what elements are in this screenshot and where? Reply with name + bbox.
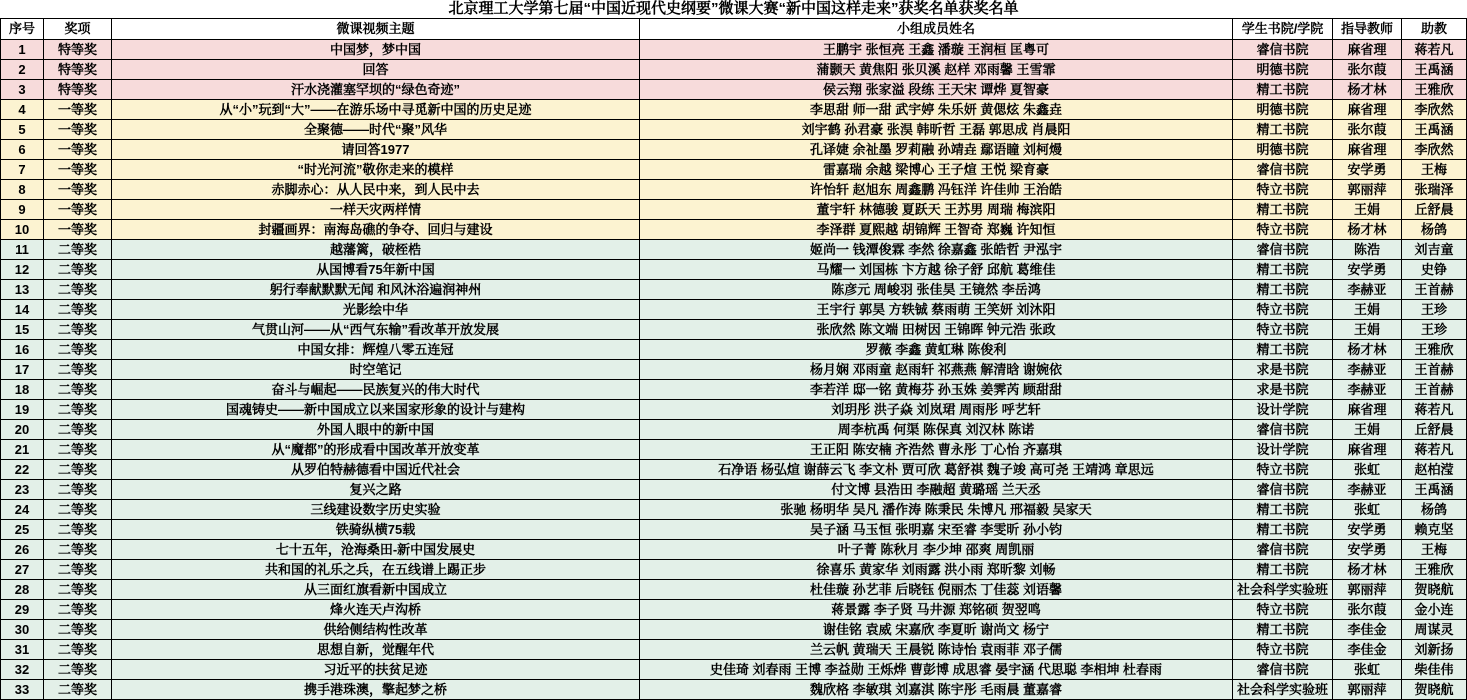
cell-no[interactable]: 21 — [0, 440, 44, 460]
cell-no[interactable]: 8 — [0, 180, 44, 200]
cell-members[interactable]: 陈彦元 周峻羽 张佳昊 王镜然 李岳鸿 — [640, 280, 1233, 300]
cell-teacher[interactable]: 李赫亚 — [1333, 280, 1402, 300]
table-row — [0, 180, 1467, 200]
cell-topic[interactable]: 赤脚赤心：从人民中来，到人民中去 — [112, 180, 640, 200]
cell-topic[interactable]: 铁骑纵横75载 — [112, 520, 640, 540]
cell-members[interactable]: 孔译婕 余祉墨 罗莉融 孙靖垚 鄢语瞳 刘柯熳 — [640, 140, 1233, 160]
cell-college[interactable]: 求是书院 — [1233, 360, 1333, 380]
cell-no[interactable]: 17 — [0, 360, 44, 380]
cell-ta[interactable]: 赵柏滢 — [1402, 460, 1467, 480]
cell-topic[interactable]: 中国女排：辉煌八零五连冠 — [112, 340, 640, 360]
cell-college[interactable]: 精工书院 — [1233, 80, 1333, 100]
cell-members[interactable]: 王宇行 郭昊 方轶铖 蔡雨萌 王笑妍 刘沐阳 — [640, 300, 1233, 320]
table-body — [0, 40, 1467, 700]
cell-award[interactable]: 二等奖 — [44, 420, 112, 440]
cell-teacher[interactable]: 王娟 — [1333, 320, 1402, 340]
table-row — [0, 160, 1467, 180]
table-row — [0, 220, 1467, 240]
column-header-college[interactable]: 学生书院/学院 — [1233, 18, 1333, 40]
cell-topic[interactable]: 奋斗与崛起——民族复兴的伟大时代 — [112, 380, 640, 400]
cell-ta[interactable]: 王首赫 — [1402, 380, 1467, 400]
cell-members[interactable]: 马耀一 刘国栋 卞方越 徐子舒 邱航 葛维佳 — [640, 260, 1233, 280]
cell-award[interactable]: 二等奖 — [44, 260, 112, 280]
table-row — [0, 340, 1467, 360]
table-row — [0, 380, 1467, 400]
cell-ta[interactable]: 王雅欣 — [1402, 80, 1467, 100]
cell-teacher[interactable]: 王娟 — [1333, 300, 1402, 320]
cell-topic[interactable]: “时光河流”敬你走来的模样 — [112, 160, 640, 180]
cell-college[interactable]: 特立书院 — [1233, 600, 1333, 620]
header-row — [0, 18, 1467, 40]
cell-ta[interactable]: 王禹涵 — [1402, 60, 1467, 80]
cell-topic[interactable]: 请回答1977 — [112, 140, 640, 160]
cell-members[interactable]: 叶子菁 陈秋月 李少坤 邵爽 周凯丽 — [640, 540, 1233, 560]
cell-no[interactable]: 16 — [0, 340, 44, 360]
cell-teacher[interactable]: 安学勇 — [1333, 160, 1402, 180]
cell-members[interactable]: 罗薇 李鑫 黄虹琳 陈俊利 — [640, 340, 1233, 360]
cell-topic[interactable]: 回答 — [112, 60, 640, 80]
cell-college[interactable]: 精工书院 — [1233, 340, 1333, 360]
cell-award[interactable]: 二等奖 — [44, 400, 112, 420]
cell-no[interactable]: 9 — [0, 200, 44, 220]
cell-ta[interactable]: 王雅欣 — [1402, 340, 1467, 360]
cell-college[interactable]: 精工书院 — [1233, 200, 1333, 220]
table-row — [0, 400, 1467, 420]
cell-ta[interactable]: 王首赫 — [1402, 280, 1467, 300]
cell-teacher[interactable]: 张尔葭 — [1333, 60, 1402, 80]
cell-teacher[interactable]: 麻省理 — [1333, 100, 1402, 120]
cell-ta[interactable]: 王首赫 — [1402, 360, 1467, 380]
cell-members[interactable]: 张欣然 陈文端 田树因 王锦晖 钟元浩 张政 — [640, 320, 1233, 340]
cell-no[interactable]: 4 — [0, 100, 44, 120]
cell-award[interactable]: 二等奖 — [44, 620, 112, 640]
cell-award[interactable]: 一等奖 — [44, 100, 112, 120]
cell-college[interactable]: 设计学院 — [1233, 440, 1333, 460]
cell-no[interactable]: 3 — [0, 80, 44, 100]
cell-teacher[interactable]: 杨才林 — [1333, 560, 1402, 580]
cell-members[interactable]: 史佳琦 刘春雨 王博 李益勋 王烁烨 曹彭博 成思睿 晏宇涵 代思聪 李相坤 杜春雨 — [640, 660, 1233, 680]
cell-college[interactable]: 睿信书院 — [1233, 420, 1333, 440]
cell-award[interactable]: 一等奖 — [44, 200, 112, 220]
table-row — [0, 200, 1467, 220]
cell-no[interactable]: 28 — [0, 580, 44, 600]
cell-award[interactable]: 一等奖 — [44, 160, 112, 180]
page-title: 北京理工大学第七届“中国近现代史纲要”微课大赛“新中国这样走来”获奖名单获奖名单 — [448, 0, 1019, 17]
cell-college[interactable]: 特立书院 — [1233, 300, 1333, 320]
column-header-award[interactable]: 奖项 — [44, 18, 112, 40]
cell-award[interactable]: 二等奖 — [44, 460, 112, 480]
table-row — [0, 620, 1467, 640]
cell-award[interactable]: 特等奖 — [44, 40, 112, 60]
cell-teacher[interactable]: 王娟 — [1333, 420, 1402, 440]
cell-ta[interactable]: 金小连 — [1402, 600, 1467, 620]
cell-teacher[interactable]: 张虹 — [1333, 460, 1402, 480]
cell-college[interactable]: 明德书院 — [1233, 60, 1333, 80]
cell-college[interactable]: 睿信书院 — [1233, 240, 1333, 260]
cell-award[interactable]: 二等奖 — [44, 380, 112, 400]
cell-teacher[interactable]: 安学勇 — [1333, 540, 1402, 560]
cell-no[interactable]: 29 — [0, 600, 44, 620]
cell-ta[interactable]: 王梅 — [1402, 160, 1467, 180]
cell-teacher[interactable]: 郭丽萍 — [1333, 580, 1402, 600]
table-row — [0, 520, 1467, 540]
cell-members[interactable]: 刘玥彤 洪子焱 刘岚珺 周雨彤 呼艺轩 — [640, 400, 1233, 420]
cell-no[interactable]: 12 — [0, 260, 44, 280]
cell-ta[interactable]: 王珍 — [1402, 320, 1467, 340]
cell-no[interactable]: 5 — [0, 120, 44, 140]
cell-teacher[interactable]: 杨才林 — [1333, 80, 1402, 100]
cell-topic[interactable]: 从“魔都”的形成看中国改革开放变革 — [112, 440, 640, 460]
cell-award[interactable]: 二等奖 — [44, 580, 112, 600]
cell-teacher[interactable]: 麻省理 — [1333, 440, 1402, 460]
table-row — [0, 100, 1467, 120]
cell-award[interactable]: 二等奖 — [44, 320, 112, 340]
table-row — [0, 60, 1467, 80]
cell-award[interactable]: 一等奖 — [44, 140, 112, 160]
cell-no[interactable]: 31 — [0, 640, 44, 660]
cell-teacher[interactable]: 麻省理 — [1333, 40, 1402, 60]
cell-ta[interactable]: 王禹涵 — [1402, 120, 1467, 140]
cell-ta[interactable]: 柴佳伟 — [1402, 660, 1467, 680]
column-header-members[interactable]: 小组成员姓名 — [640, 18, 1233, 40]
cell-no[interactable]: 27 — [0, 560, 44, 580]
table-row — [0, 80, 1467, 100]
cell-college[interactable]: 社会科学实验班 — [1233, 680, 1333, 700]
cell-no[interactable]: 19 — [0, 400, 44, 420]
cell-ta[interactable]: 张瑞泽 — [1402, 180, 1467, 200]
cell-members[interactable]: 吴子涵 马玉恒 张明嘉 宋至睿 李雯昕 孙小钧 — [640, 520, 1233, 540]
cell-topic[interactable]: 供给侧结构性改革 — [112, 620, 640, 640]
cell-ta[interactable]: 周谋灵 — [1402, 620, 1467, 640]
cell-topic[interactable]: 共和国的礼乐之兵，在五线谱上踢正步 — [112, 560, 640, 580]
cell-college[interactable]: 明德书院 — [1233, 140, 1333, 160]
table-row — [0, 660, 1467, 680]
cell-no[interactable]: 22 — [0, 460, 44, 480]
cell-college[interactable]: 睿信书院 — [1233, 660, 1333, 680]
cell-college[interactable]: 特立书院 — [1233, 640, 1333, 660]
cell-award[interactable]: 一等奖 — [44, 220, 112, 240]
cell-ta[interactable]: 李欣然 — [1402, 140, 1467, 160]
cell-award[interactable]: 二等奖 — [44, 360, 112, 380]
cell-no[interactable]: 33 — [0, 680, 44, 700]
cell-no[interactable]: 20 — [0, 420, 44, 440]
cell-college[interactable]: 特立书院 — [1233, 180, 1333, 200]
cell-award[interactable]: 二等奖 — [44, 660, 112, 680]
cell-ta[interactable]: 刘吉童 — [1402, 240, 1467, 260]
cell-topic[interactable]: 复兴之路 — [112, 480, 640, 500]
cell-topic[interactable]: 封疆画界：南海岛礁的争夺、回归与建设 — [112, 220, 640, 240]
cell-college[interactable]: 精工书院 — [1233, 280, 1333, 300]
cell-members[interactable]: 刘宇鹤 孙君豪 张淏 韩昕哲 王磊 郭思成 肖晨阳 — [640, 120, 1233, 140]
column-header-ta[interactable]: 助教 — [1402, 18, 1467, 40]
cell-topic[interactable]: 越藩篱，破桎梏 — [112, 240, 640, 260]
cell-teacher[interactable]: 李赫亚 — [1333, 360, 1402, 380]
cell-teacher[interactable]: 麻省理 — [1333, 400, 1402, 420]
cell-topic[interactable]: 国魂铸史——新中国成立以来国家形象的设计与建构 — [112, 400, 640, 420]
cell-topic[interactable]: 从三面红旗看新中国成立 — [112, 580, 640, 600]
cell-topic[interactable]: 习近平的扶贫足迹 — [112, 660, 640, 680]
cell-teacher[interactable]: 张尔葭 — [1333, 120, 1402, 140]
cell-college[interactable]: 精工书院 — [1233, 260, 1333, 280]
cell-teacher[interactable]: 郭丽萍 — [1333, 680, 1402, 700]
cell-ta[interactable]: 杨鸽 — [1402, 220, 1467, 240]
cell-members[interactable]: 王鹏宇 张恒亮 王鑫 潘璇 王润桓 匡粤可 — [640, 40, 1233, 60]
table-row — [0, 360, 1467, 380]
cell-no[interactable]: 32 — [0, 660, 44, 680]
cell-college[interactable]: 精工书院 — [1233, 520, 1333, 540]
column-header-topic[interactable]: 微课视频主题 — [112, 18, 640, 40]
table-row — [0, 40, 1467, 60]
cell-ta[interactable]: 李欣然 — [1402, 100, 1467, 120]
cell-members[interactable]: 李思甜 师一甜 武宇婷 朱乐妍 黄偲炫 朱鑫垚 — [640, 100, 1233, 120]
cell-members[interactable]: 杜佳璇 孙艺菲 后晓钰 倪丽杰 丁佳蕊 刘语馨 — [640, 580, 1233, 600]
table-row — [0, 580, 1467, 600]
cell-topic[interactable]: 气贯山河——从“西气东输”看改革开放发展 — [112, 320, 640, 340]
cell-award[interactable]: 二等奖 — [44, 560, 112, 580]
table-row — [0, 640, 1467, 660]
cell-ta[interactable]: 蒋若凡 — [1402, 40, 1467, 60]
cell-members[interactable]: 许怡轩 赵旭东 周鑫鹏 冯钰洋 许佳帅 王治皓 — [640, 180, 1233, 200]
cell-ta[interactable]: 赖克坚 — [1402, 520, 1467, 540]
cell-college[interactable]: 特立书院 — [1233, 220, 1333, 240]
cell-members[interactable]: 张驰 杨明华 吴凡 潘作涛 陈秉民 朱博凡 邢福毅 吴家天 — [640, 500, 1233, 520]
cell-college[interactable]: 精工书院 — [1233, 620, 1333, 640]
cell-topic[interactable]: 三线建设数字历史实验 — [112, 500, 640, 520]
cell-award[interactable]: 二等奖 — [44, 500, 112, 520]
table-row — [0, 480, 1467, 500]
cell-topic[interactable]: 从国博看75年新中国 — [112, 260, 640, 280]
cell-topic[interactable]: 烽火连天卢沟桥 — [112, 600, 640, 620]
cell-no[interactable]: 25 — [0, 520, 44, 540]
cell-topic[interactable]: 光影绘中华 — [112, 300, 640, 320]
cell-ta[interactable]: 王禹涵 — [1402, 480, 1467, 500]
cell-ta[interactable]: 王雅欣 — [1402, 560, 1467, 580]
cell-no[interactable]: 10 — [0, 220, 44, 240]
cell-teacher[interactable]: 李佳金 — [1333, 640, 1402, 660]
cell-teacher[interactable]: 王娟 — [1333, 200, 1402, 220]
cell-ta[interactable]: 王梅 — [1402, 540, 1467, 560]
cell-ta[interactable]: 刘新扬 — [1402, 640, 1467, 660]
cell-members[interactable]: 董宇轩 林德骏 夏跃天 王苏男 周瑞 梅滨阳 — [640, 200, 1233, 220]
table-row — [0, 680, 1467, 700]
table-row — [0, 600, 1467, 620]
cell-teacher[interactable]: 李佳金 — [1333, 620, 1402, 640]
table-row — [0, 300, 1467, 320]
cell-award[interactable]: 二等奖 — [44, 240, 112, 260]
cell-teacher[interactable]: 张尔葭 — [1333, 600, 1402, 620]
cell-topic[interactable]: 全聚德——时代“聚”风华 — [112, 120, 640, 140]
cell-topic[interactable]: 一样天灾两样情 — [112, 200, 640, 220]
cell-college[interactable]: 特立书院 — [1233, 460, 1333, 480]
cell-no[interactable]: 14 — [0, 300, 44, 320]
cell-award[interactable]: 一等奖 — [44, 120, 112, 140]
table-row — [0, 500, 1467, 520]
cell-topic[interactable]: 躬行奉献默默无闻 和风沐浴遍润神州 — [112, 280, 640, 300]
cell-college[interactable]: 精工书院 — [1233, 120, 1333, 140]
cell-award[interactable]: 二等奖 — [44, 540, 112, 560]
cell-award[interactable]: 二等奖 — [44, 520, 112, 540]
cell-no[interactable]: 13 — [0, 280, 44, 300]
cell-ta[interactable]: 贺晓航 — [1402, 680, 1467, 700]
cell-members[interactable]: 徐喜乐 黄家华 刘雨露 洪小雨 郑昕黎 刘畅 — [640, 560, 1233, 580]
column-header-no[interactable]: 序号 — [0, 18, 44, 40]
cell-ta[interactable]: 王珍 — [1402, 300, 1467, 320]
cell-no[interactable]: 11 — [0, 240, 44, 260]
cell-members[interactable]: 魏欣格 李敏琪 刘嘉淇 陈宇彤 毛雨晨 董嘉睿 — [640, 680, 1233, 700]
table-row — [0, 460, 1467, 480]
cell-teacher[interactable]: 李赫亚 — [1333, 480, 1402, 500]
cell-award[interactable]: 二等奖 — [44, 340, 112, 360]
cell-ta[interactable]: 丘舒晨 — [1402, 200, 1467, 220]
cell-award[interactable]: 二等奖 — [44, 300, 112, 320]
cell-no[interactable]: 30 — [0, 620, 44, 640]
cell-no[interactable]: 1 — [0, 40, 44, 60]
cell-teacher[interactable]: 杨才林 — [1333, 220, 1402, 240]
table-row — [0, 260, 1467, 280]
cell-college[interactable]: 精工书院 — [1233, 500, 1333, 520]
cell-college[interactable]: 精工书院 — [1233, 560, 1333, 580]
cell-college[interactable]: 睿信书院 — [1233, 40, 1333, 60]
cell-award[interactable]: 二等奖 — [44, 280, 112, 300]
cell-teacher[interactable]: 郭丽萍 — [1333, 180, 1402, 200]
cell-topic[interactable]: 汗水浇灌塞罕坝的“绿色奇迹” — [112, 80, 640, 100]
cell-no[interactable]: 23 — [0, 480, 44, 500]
cell-college[interactable]: 社会科学实验班 — [1233, 580, 1333, 600]
cell-teacher[interactable]: 麻省理 — [1333, 140, 1402, 160]
cell-award[interactable]: 二等奖 — [44, 440, 112, 460]
cell-ta[interactable]: 蒋若凡 — [1402, 440, 1467, 460]
cell-members[interactable]: 蒲颢天 黄焦阳 张贝溪 赵样 邓雨馨 王雪霏 — [640, 60, 1233, 80]
cell-ta[interactable]: 史铮 — [1402, 260, 1467, 280]
cell-members[interactable]: 李泽群 夏熙越 胡锦辉 王智奇 郑巍 许知恒 — [640, 220, 1233, 240]
cell-topic[interactable]: 七十五年，沧海桑田-新中国发展史 — [112, 540, 640, 560]
cell-ta[interactable]: 杨鸽 — [1402, 500, 1467, 520]
cell-award[interactable]: 二等奖 — [44, 600, 112, 620]
cell-college[interactable]: 睿信书院 — [1233, 480, 1333, 500]
cell-members[interactable]: 蒋景露 李子贤 马井源 郑铭硕 贺翌鸣 — [640, 600, 1233, 620]
cell-no[interactable]: 6 — [0, 140, 44, 160]
cell-topic[interactable]: 携手港珠澳，擎起梦之桥 — [112, 680, 640, 700]
cell-topic[interactable]: 外国人眼中的新中国 — [112, 420, 640, 440]
table-row — [0, 240, 1467, 260]
cell-teacher[interactable]: 陈浩 — [1333, 240, 1402, 260]
cell-college[interactable]: 睿信书院 — [1233, 540, 1333, 560]
cell-award[interactable]: 二等奖 — [44, 640, 112, 660]
table-row — [0, 560, 1467, 580]
cell-members[interactable]: 王正阳 陈安楠 齐浩然 曹永彤 丁心怡 齐嘉琪 — [640, 440, 1233, 460]
cell-no[interactable]: 26 — [0, 540, 44, 560]
cell-topic[interactable]: 思想自新，觉醒年代 — [112, 640, 640, 660]
table-row — [0, 120, 1467, 140]
cell-teacher[interactable]: 张虹 — [1333, 660, 1402, 680]
column-header-teacher[interactable]: 指导教师 — [1333, 18, 1402, 40]
cell-teacher[interactable]: 李赫亚 — [1333, 380, 1402, 400]
cell-award[interactable]: 二等奖 — [44, 480, 112, 500]
cell-no[interactable]: 24 — [0, 500, 44, 520]
cell-members[interactable]: 雷嘉瑞 余越 梁博心 王子煊 王悦 梁育豪 — [640, 160, 1233, 180]
cell-members[interactable]: 周李杭禹 何渠 陈保真 刘汉林 陈诺 — [640, 420, 1233, 440]
cell-no[interactable]: 2 — [0, 60, 44, 80]
cell-members[interactable]: 李若洋 邸一铭 黄梅芬 孙玉姝 姜霁芮 顾甜甜 — [640, 380, 1233, 400]
cell-teacher[interactable]: 安学勇 — [1333, 520, 1402, 540]
cell-members[interactable]: 付文博 县浩田 李融超 黄璐瑶 兰天丞 — [640, 480, 1233, 500]
cell-award[interactable]: 二等奖 — [44, 680, 112, 700]
cell-topic[interactable]: 时空笔记 — [112, 360, 640, 380]
cell-members[interactable]: 谢佳铭 袁威 宋嘉欣 李夏昕 谢尚文 杨宁 — [640, 620, 1233, 640]
cell-teacher[interactable]: 张虹 — [1333, 500, 1402, 520]
cell-topic[interactable]: 从“小”玩到“大”——在游乐场中寻觅新中国的历史足迹 — [112, 100, 640, 120]
cell-award[interactable]: 特等奖 — [44, 60, 112, 80]
table-row — [0, 280, 1467, 300]
cell-members[interactable]: 兰云帆 黄瑞天 王晨锐 陈诗怡 袁雨菲 邓子儒 — [640, 640, 1233, 660]
cell-college[interactable]: 特立书院 — [1233, 320, 1333, 340]
table-row — [0, 420, 1467, 440]
cell-topic[interactable]: 中国梦，梦中国 — [112, 40, 640, 60]
cell-college[interactable]: 设计学院 — [1233, 400, 1333, 420]
cell-college[interactable]: 明德书院 — [1233, 100, 1333, 120]
cell-award[interactable]: 一等奖 — [44, 180, 112, 200]
cell-topic[interactable]: 从罗伯特赫德看中国近代社会 — [112, 460, 640, 480]
cell-college[interactable]: 睿信书院 — [1233, 160, 1333, 180]
cell-college[interactable]: 求是书院 — [1233, 380, 1333, 400]
cell-teacher[interactable]: 杨才林 — [1333, 340, 1402, 360]
cell-teacher[interactable]: 安学勇 — [1333, 260, 1402, 280]
table-row — [0, 320, 1467, 340]
cell-no[interactable]: 15 — [0, 320, 44, 340]
cell-no[interactable]: 18 — [0, 380, 44, 400]
cell-ta[interactable]: 贺晓航 — [1402, 580, 1467, 600]
table-row — [0, 140, 1467, 160]
cell-members[interactable]: 石净语 杨弘煊 谢薛云飞 李文朴 贾可欣 葛舒祺 魏子竣 高可尧 王靖鸿 章思远 — [640, 460, 1233, 480]
table-row — [0, 440, 1467, 460]
cell-ta[interactable]: 丘舒晨 — [1402, 420, 1467, 440]
cell-members[interactable]: 姬尚一 钱潭俊霖 李然 徐嘉鑫 张皓哲 尹泓宇 — [640, 240, 1233, 260]
cell-no[interactable]: 7 — [0, 160, 44, 180]
cell-members[interactable]: 杨月娴 邓雨童 赵雨轩 祁燕燕 解清晗 谢婉依 — [640, 360, 1233, 380]
cell-award[interactable]: 特等奖 — [44, 80, 112, 100]
cell-members[interactable]: 侯云翔 张家溢 段练 王天宋 谭烨 夏智豪 — [640, 80, 1233, 100]
cell-ta[interactable]: 蒋若凡 — [1402, 400, 1467, 420]
table-row — [0, 540, 1467, 560]
